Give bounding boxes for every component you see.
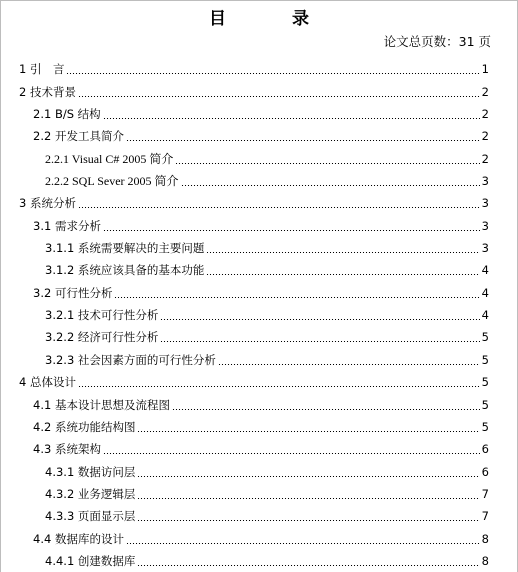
toc-entry-page-number: 2: [481, 129, 489, 144]
toc-entry[interactable]: [0, 100, 518, 122]
toc-entry-page-number: 6: [481, 442, 489, 457]
toc-entry-page-number: 2: [481, 107, 489, 122]
toc-entry-page-number: 5: [481, 330, 489, 345]
toc-title-char-1: 目: [209, 9, 226, 29]
toc-entry-page-number: 1: [481, 62, 489, 77]
toc-entry-label: 4.4.1 创建数据库: [45, 553, 136, 568]
toc-entry-label: 4.3.2 业务逻辑层: [45, 486, 136, 501]
toc-entry-label: 2.2.1 Visual C# 2005 简介: [45, 151, 174, 166]
toc-entry-page-number: 2: [481, 151, 489, 166]
toc-entry-page-number: 3: [481, 196, 489, 211]
toc-entry[interactable]: [0, 547, 518, 569]
toc-entry[interactable]: [0, 167, 518, 189]
toc-entry[interactable]: [0, 502, 518, 524]
toc-dot-leader: [137, 476, 479, 477]
toc-entry-label: 3.2 可行性分析: [33, 285, 113, 300]
toc-dot-leader: [206, 252, 479, 253]
toc-entry-label: 2.2.2 SQL Sever 2005 简介: [45, 174, 179, 189]
toc-dot-leader: [126, 543, 480, 544]
toc-dot-leader: [160, 341, 479, 342]
toc-dot-leader: [103, 453, 480, 454]
toc-entry[interactable]: [0, 390, 518, 412]
toc-entry[interactable]: [0, 211, 518, 233]
toc-dot-leader: [103, 230, 480, 231]
toc-entry-page-number: 3: [481, 218, 489, 233]
toc-entry[interactable]: [0, 435, 518, 457]
toc-entry-label: 3 系统分析: [19, 196, 76, 211]
toc-entry-page-number: 2: [481, 84, 489, 99]
toc-dot-leader: [137, 431, 479, 432]
page-top-edge: [0, 0, 518, 1]
toc-entry-page-number: 3: [481, 174, 489, 189]
table-of-contents: [0, 55, 518, 569]
toc-entry[interactable]: [0, 457, 518, 479]
toc-dot-leader: [66, 73, 479, 74]
toc-entry-label: 3.2.1 技术可行性分析: [45, 308, 159, 323]
toc-dot-leader: [78, 207, 480, 208]
toc-entry[interactable]: [0, 368, 518, 390]
toc-dot-leader: [78, 386, 480, 387]
toc-dot-leader: [114, 297, 479, 298]
toc-entry[interactable]: [0, 323, 518, 345]
toc-dot-leader: [206, 274, 479, 275]
toc-entry-label: 3.1.2 系统应该具备的基本功能: [45, 263, 205, 278]
toc-entry-page-number: 5: [481, 397, 489, 412]
toc-entry[interactable]: [0, 256, 518, 278]
toc-dot-leader: [218, 364, 480, 365]
toc-entry-page-number: 4: [481, 308, 489, 323]
toc-entry-page-number: 4: [481, 263, 489, 278]
toc-entry[interactable]: [0, 345, 518, 367]
toc-entry-label: 2 技术背景: [19, 84, 76, 99]
toc-entry-page-number: 7: [481, 486, 489, 501]
toc-entry[interactable]: [0, 144, 518, 166]
toc-entry-page-number: 8: [481, 553, 489, 568]
toc-entry[interactable]: [0, 234, 518, 256]
toc-entry-label: 4.4 数据库的设计: [33, 531, 124, 546]
toc-dot-leader: [78, 96, 480, 97]
toc-entry-page-number: 5: [481, 375, 489, 390]
toc-entry-page-number: 4: [481, 285, 489, 300]
toc-entry-label: 3.1 需求分析: [33, 218, 101, 233]
toc-entry-label: 2.2 开发工具简介: [33, 129, 124, 144]
toc-entry-page-number: 8: [481, 531, 489, 546]
toc-dot-leader: [137, 520, 479, 521]
toc-entry-label: 4.2 系统功能结构图: [33, 419, 136, 434]
toc-entry-label: 4.3.1 数据访问层: [45, 464, 136, 479]
toc-dot-leader: [175, 163, 479, 164]
toc-entry-label: 3.2.2 经济可行性分析: [45, 330, 159, 345]
toc-dot-leader: [137, 498, 479, 499]
page-count-label: 论文总页数：31 页: [383, 34, 491, 49]
toc-entry-label: 4.3 系统架构: [33, 442, 101, 457]
toc-title-char-2: 录: [292, 9, 309, 29]
toc-entry[interactable]: [0, 77, 518, 99]
toc-title: [0, 4, 518, 29]
toc-entry[interactable]: [0, 524, 518, 546]
toc-entry-page-number: 5: [481, 419, 489, 434]
toc-entry[interactable]: [0, 413, 518, 435]
toc-dot-leader: [172, 409, 480, 410]
toc-entry-page-number: 3: [481, 241, 489, 256]
toc-entry[interactable]: [0, 301, 518, 323]
toc-dot-leader: [160, 319, 479, 320]
toc-dot-leader: [137, 565, 479, 566]
toc-entry-page-number: 5: [481, 352, 489, 367]
toc-entry-label: 2.1 B/S 结构: [33, 107, 101, 122]
toc-entry-label: 3.1.1 系统需要解决的主要问题: [45, 241, 205, 256]
toc-dot-leader: [126, 140, 480, 141]
toc-dot-leader: [103, 118, 480, 119]
toc-entry-label: 4.1 基本设计思想及流程图: [33, 397, 170, 412]
toc-entry-label: 1 引 言: [19, 62, 65, 77]
toc-entry[interactable]: [0, 278, 518, 300]
toc-entry-page-number: 7: [481, 509, 489, 524]
toc-entry-label: 4.3.3 页面显示层: [45, 509, 136, 524]
toc-entry[interactable]: [0, 55, 518, 77]
toc-entry[interactable]: [0, 122, 518, 144]
toc-entry[interactable]: [0, 189, 518, 211]
toc-dot-leader: [181, 185, 480, 186]
toc-entry-label: 4 总体设计: [19, 375, 76, 390]
toc-entry-page-number: 6: [481, 464, 489, 479]
toc-entry-label: 3.2.3 社会因素方面的可行性分析: [45, 352, 216, 367]
toc-entry[interactable]: [0, 480, 518, 502]
